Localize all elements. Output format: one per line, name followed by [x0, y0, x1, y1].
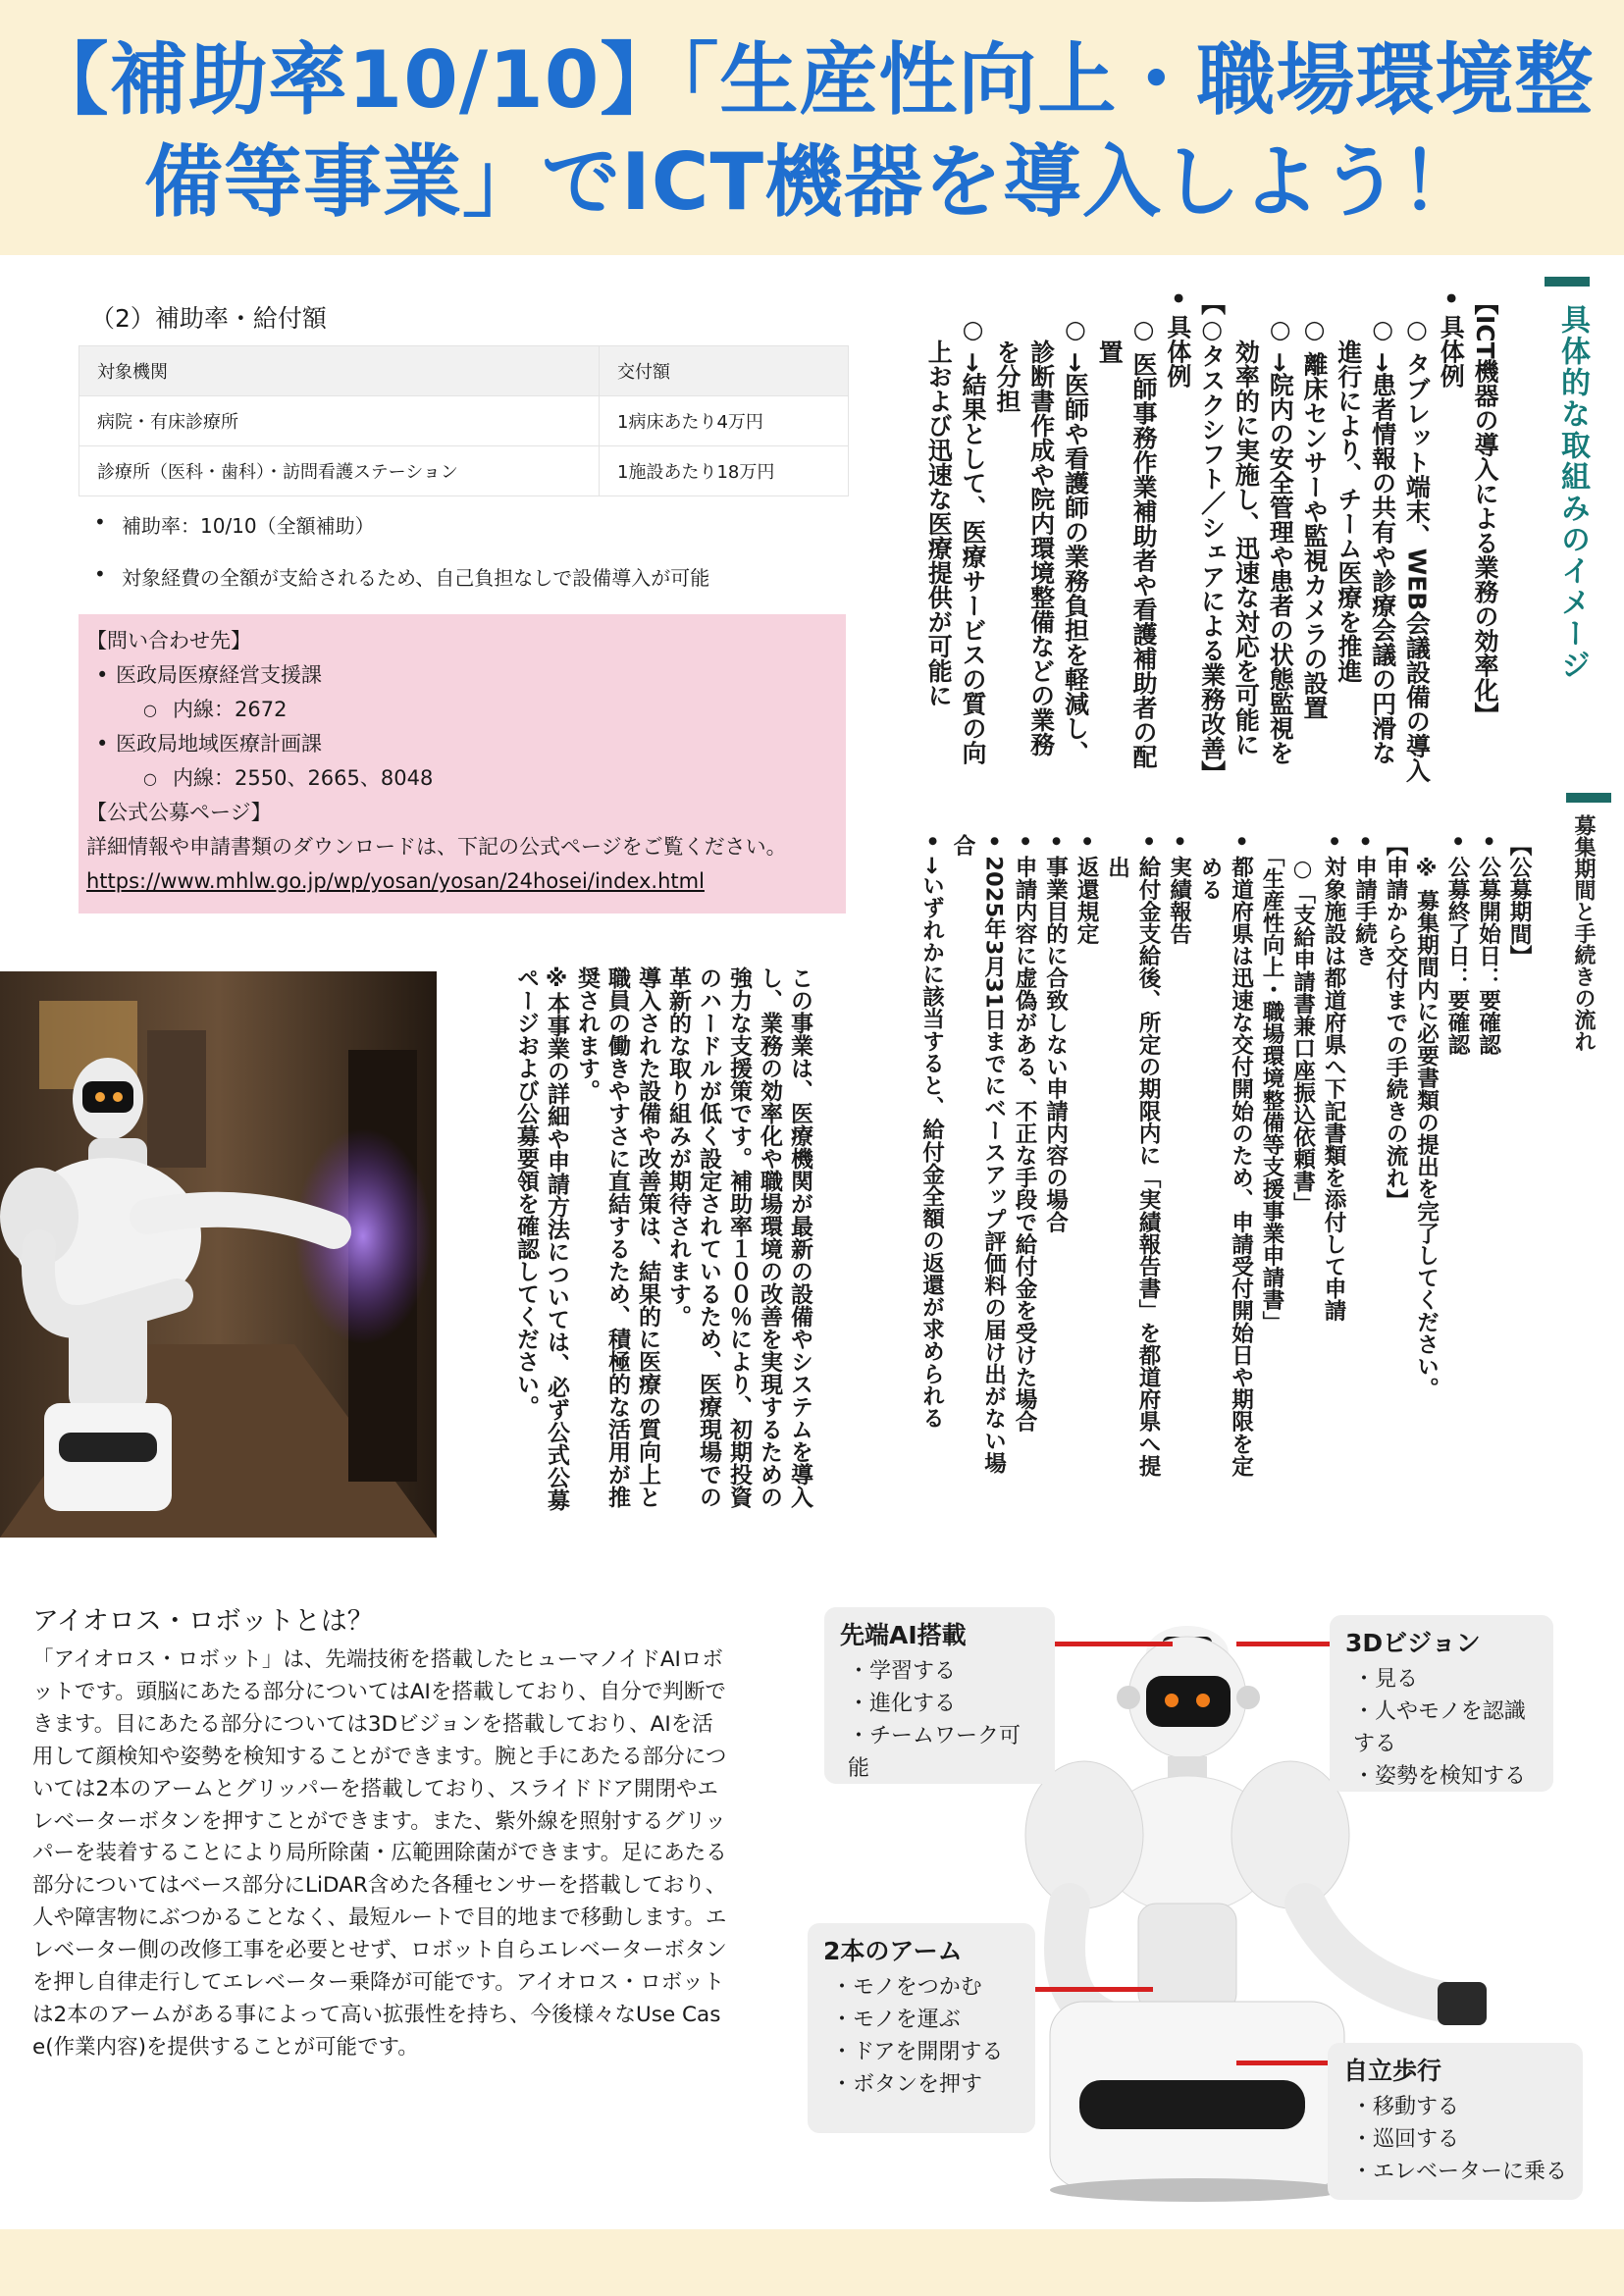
list-item: ・モノを運ぶ [831, 2008, 961, 2032]
rate-bullets [90, 510, 709, 614]
text-line: 置 [1095, 290, 1125, 364]
text-line: この事業は、医療機関が最新の設備やシステムを導入 [787, 966, 812, 1508]
list-item: ・見る [1353, 1667, 1419, 1692]
text-line: • 申請手続き [1351, 834, 1378, 967]
table-row [79, 446, 849, 496]
table-header-cell: 対象機関 [79, 346, 600, 396]
contact-ext-1: ○ 内線：2672 [86, 693, 846, 727]
callout-title: 先端AI搭載 [840, 1621, 967, 1649]
list-item: • 対象経費の全額が支給されるため、自己負担なしで設備導入が可能 [90, 562, 709, 591]
table-row [79, 396, 849, 446]
rate-section-title: （2）補助率・給付額 [90, 304, 327, 333]
text-line: 【○タスクシフト／シェアによる業務改善】 [1197, 290, 1227, 785]
contact-box [79, 614, 846, 913]
table-cell: 診療所（医科・歯科）・訪問看護ステーション [79, 446, 600, 496]
official-page-text: 詳細情報や申請書類のダウンロードは、下記の公式ページをご覧ください。 [86, 835, 787, 859]
rate-table [79, 345, 849, 496]
text-line: ○ →結果として、医療サービスの質の向 [959, 290, 988, 765]
text-line: 【公募期間】 [1506, 834, 1532, 967]
text-line: • 具体例 [1163, 290, 1192, 389]
text-line: し、業務の効率化や職場環境の改善を実現するための [757, 966, 782, 1508]
robot-corridor-illustration [0, 971, 437, 1538]
callout-title: 3Dビジョン [1345, 1629, 1481, 1657]
text-line: ページおよび公募要領を確認してください。 [513, 966, 539, 1418]
text-line: • 申請内容に虚偽がある、不正な手段で給付金を受けた場合 [1012, 834, 1037, 1433]
list-item: ・姿勢を検知する [1353, 1764, 1527, 1789]
text-line: 出 [1104, 834, 1130, 879]
section-marker [1545, 277, 1590, 287]
text-line: める [1197, 834, 1223, 901]
summary-body [461, 966, 814, 1526]
text-line: • →いずれかに該当すると、給付金全額の返還が求められる [918, 834, 945, 1430]
official-page-heading: 【公式公募ページ】 [86, 801, 272, 824]
text-line: • 公募開始日：要確認 [1475, 834, 1501, 1056]
aeolus-body: 「アイオロス・ロボット」は、先端技術を搭載したヒューマノイドAIロボットです。頭脳にあたる部分についてはAIを搭載しており、自分で判断できます。目にあたる部分については3Dビジョンを搭載しており、AIを活用して顔検知や姿勢を検知することができます。腕と手にあたる部分については2本のアームとグリッパーを搭載しており、スライドドア開閉やエレベーターボタンを押すことができます。また、紫外線を照射するグリッパーを装着することにより局所除菌・広範囲除菌ができます。足にあたる部分についてはベース部分にLiDAR含めた各種センサーを搭載しており、人や障害物にぶつかることなく、最短ルートで目的地まで移動します。エレベーター側の改修工事を必要とせず、ロボット自らエレベーターボタンを押し自律走行してエレベーター乗降が可能です。アイオロス・ロボットは2本のアームがある事によって高い拡張性を持ち、今後様々なUse Case(作業内容)を提供することが可能です。 [32, 1647, 727, 2060]
robot-corridor-photo [0, 971, 437, 1538]
text-line: ○ →院内の安全管理や患者の状態監視を [1266, 290, 1295, 765]
text-line: ※ 募集期間内に必要書類の提出を完了してください。 [1413, 834, 1440, 1400]
list-item: ・チームワーク可能 [848, 1724, 1022, 1781]
official-page-link[interactable]: https://www.mhlw.go.jp/wp/yosan/yosan/24hosei/index.html [86, 869, 705, 893]
section-marker [1566, 793, 1611, 803]
table-cell: 1施設あたり18万円 [600, 446, 849, 496]
contact-dept-2: • 医政局地域医療計画課 [86, 727, 846, 761]
text-line: 【申請から交付までの手続きの流れ】 [1383, 834, 1408, 1212]
text-line: ○ →患者情報の共有や診療会議の円滑な [1368, 290, 1397, 765]
text-line: 革新的な取り組みが期待されます。 [665, 966, 691, 1328]
text-line: • 事業目的に合致しない申請内容の場合 [1042, 834, 1069, 1233]
table-cell: 1病床あたり4万円 [600, 396, 849, 446]
text-line: • 実績報告 [1166, 834, 1192, 945]
text-line: • 2025年3月31日までにベースアップ評価料の届け出がない場合 [950, 834, 1007, 1475]
text-line: • 都道府県は迅速な交付開始のため、申請受付開始日や期限を定 [1228, 834, 1254, 1478]
text-line: 導入された設備や改善策は、結果的に医療の質向上と [635, 966, 660, 1508]
text-line: 進行により、チーム医療を推進 [1334, 290, 1363, 683]
text-line: 職員の働きやすさに直結するため、積極的な活用が推 [604, 966, 630, 1508]
text-line: • 返還規定 [1074, 834, 1099, 945]
list-item: ・モノをつかむ [831, 1975, 982, 2000]
callout-title: 自立歩行 [1343, 2057, 1442, 2085]
application-heading: 募集期間と手続きの流れ [1571, 814, 1596, 1052]
application-body [888, 834, 1534, 1482]
connector-line [1035, 1987, 1153, 1992]
list-item: ・巡回する [1351, 2127, 1460, 2152]
text-line: ○「支給申請書兼口座振込依頼書」 [1289, 834, 1316, 1215]
text-line: 上および迅速な医療提供が可能に [924, 290, 954, 707]
callout-autonomous-walk [1328, 2043, 1583, 2200]
list-item: ・ボタンを押す [831, 2072, 983, 2097]
initiatives-heading: 具体的な取組みのイメージ [1555, 304, 1590, 681]
connector-line [1055, 1642, 1173, 1646]
list-item: ・人やモノを認識する [1353, 1699, 1526, 1756]
text-line: 診断書作成や院内環境整備などの業務 [1026, 290, 1056, 757]
list-item: ・進化する [848, 1692, 957, 1716]
callout-title: 2本のアーム [823, 1937, 963, 1965]
list-item: ・学習する [848, 1659, 957, 1684]
text-line: ○ →医師や看護師の業務負担を軽減し、 [1061, 290, 1090, 765]
callout-arms [808, 1923, 1035, 2133]
text-line: ※本事業の詳細や申請方法については、必ず公式公募 [544, 966, 569, 1511]
page-title-line-2: 備等事業」でICT機器を導入しよう！ [143, 136, 1481, 228]
text-line: のハードルが低く設定されているため、医療現場での [696, 966, 721, 1508]
text-line: ○ タブレット端末、WEB会議設備の導入 [1402, 290, 1432, 783]
text-line: • 具体例 [1437, 290, 1466, 389]
contact-heading: 【問い合わせ先】 [86, 629, 251, 652]
text-line: 【ICT機器の導入による業務の効率化】 [1471, 290, 1499, 727]
connector-line [1236, 2061, 1328, 2065]
text-line: ○ 医師事務作業補助者や看護補助者の配 [1129, 290, 1159, 769]
aeolus-title: アイオロス・ロボットとは？ [32, 1606, 374, 1637]
list-item: ・移動する [1351, 2095, 1460, 2119]
callout-ai [824, 1607, 1055, 1784]
text-line: • 給付金支給後、所定の期限内に「実績報告書」を都道府県へ提 [1135, 834, 1161, 1478]
contact-dept-1: • 医政局医療経営支援課 [86, 658, 846, 693]
header-banner [0, 0, 1624, 255]
page-title [0, 29, 1624, 234]
contact-ext-2: ○ 内線：2550、2665、8048 [86, 761, 846, 796]
table-cell: 病院・有床診療所 [79, 396, 600, 446]
connector-line [1236, 1642, 1330, 1646]
table-header-cell: 交付額 [600, 346, 849, 396]
footer-strip [0, 2229, 1624, 2296]
text-line: • 対象施設は都道府県へ下記書類を添付して申請 [1321, 834, 1346, 1322]
table-header-row [79, 346, 849, 396]
text-line: • 公募終了日：要確認 [1444, 834, 1470, 1056]
text-line: 「生産性向上・職場環境整備等支援事業申請書」 [1259, 834, 1284, 1333]
text-line: 効率的に実施し、迅速な対応を可能に [1231, 290, 1261, 757]
initiatives-body [913, 290, 1501, 791]
text-line: を分担 [992, 290, 1022, 413]
callout-3d-vision [1330, 1615, 1553, 1792]
text-line: ○ 離床センサーや監視カメラの設置 [1300, 290, 1330, 720]
text-line: 強力な支援策です。補助率１００％により、初期投資 [726, 966, 752, 1508]
list-item: ・ドアを開閉する [831, 2040, 1004, 2064]
text-line: 奨されます。 [574, 966, 600, 1102]
page-title-line-1: 【補助率10/10】「生産性向上・職場環境整 [29, 34, 1595, 126]
list-item: • 補助率：10/10（全額補助） [90, 510, 709, 539]
list-item: ・エレベーターに乗る [1351, 2160, 1568, 2184]
